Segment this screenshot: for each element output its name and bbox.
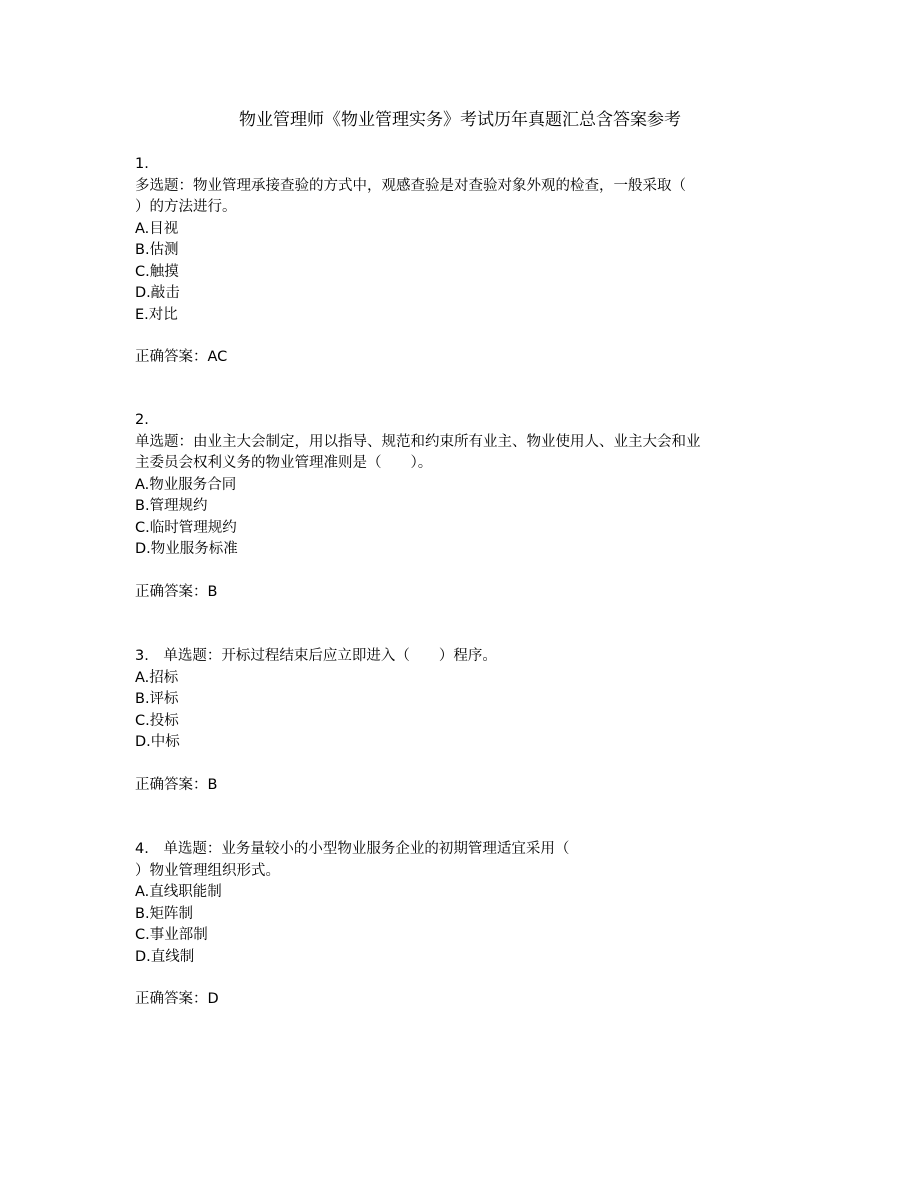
document-title: 物业管理师《物业管理实务》考试历年真题汇总含答案参考 (239, 110, 681, 130)
option-a: A.物业服务合同 (135, 476, 237, 493)
option-a: A.直线职能制 (135, 884, 222, 900)
correct-answer: 正确答案：AC (135, 349, 228, 365)
question-stem-line: 单选题：由业主大会制定，用以指导、规范和约束所有业主、物业使用人、业主大会和业 (135, 433, 701, 450)
option-b: B.评标 (135, 691, 179, 707)
question-number: 2. (135, 412, 149, 428)
option-d: D.物业服务标准 (135, 541, 238, 557)
option-a: A.目视 (135, 220, 179, 237)
correct-answer: 正确答案：B (135, 583, 218, 600)
option-b: B.估测 (135, 242, 179, 258)
question-1 (135, 154, 795, 369)
option-c: C.事业部制 (135, 927, 208, 943)
option-a: A.招标 (135, 669, 179, 686)
option-c: C.触摸 (135, 263, 179, 280)
question-4 (135, 839, 795, 1011)
option-b: B.管理规约 (135, 498, 208, 514)
question-stem-line: 4. 单选题：业务量较小的小型物业服务企业的初期管理适宜采用（ (135, 841, 570, 857)
option-d: D.中标 (135, 734, 180, 750)
question-stem-line: 主委员会权利义务的物业管理准则是（ ）。 (135, 455, 433, 471)
correct-answer: 正确答案：D (135, 991, 219, 1007)
option-d: D.直线制 (135, 948, 195, 965)
question-stem-line: ）的方法进行。 (135, 199, 237, 215)
option-d: D.敲击 (135, 285, 180, 301)
question-stem-line: 多选题：物业管理承接查验的方式中，观感查验是对查验对象外观的检查，一般采取（ (135, 177, 686, 194)
question-stem-line: 3. 单选题：开标过程结束后应立即进入（ ）程序。 (135, 648, 497, 664)
option-b: B.矩阵制 (135, 905, 194, 922)
option-c: C.临时管理规约 (135, 519, 237, 536)
correct-answer: 正确答案：B (135, 776, 218, 793)
question-2 (135, 410, 795, 603)
question-3 (135, 646, 795, 796)
question-number: 1. (135, 156, 149, 172)
option-e: E.对比 (135, 306, 178, 323)
question-stem-line: ）物业管理组织形式。 (135, 862, 280, 879)
option-c: C.投标 (135, 712, 179, 729)
